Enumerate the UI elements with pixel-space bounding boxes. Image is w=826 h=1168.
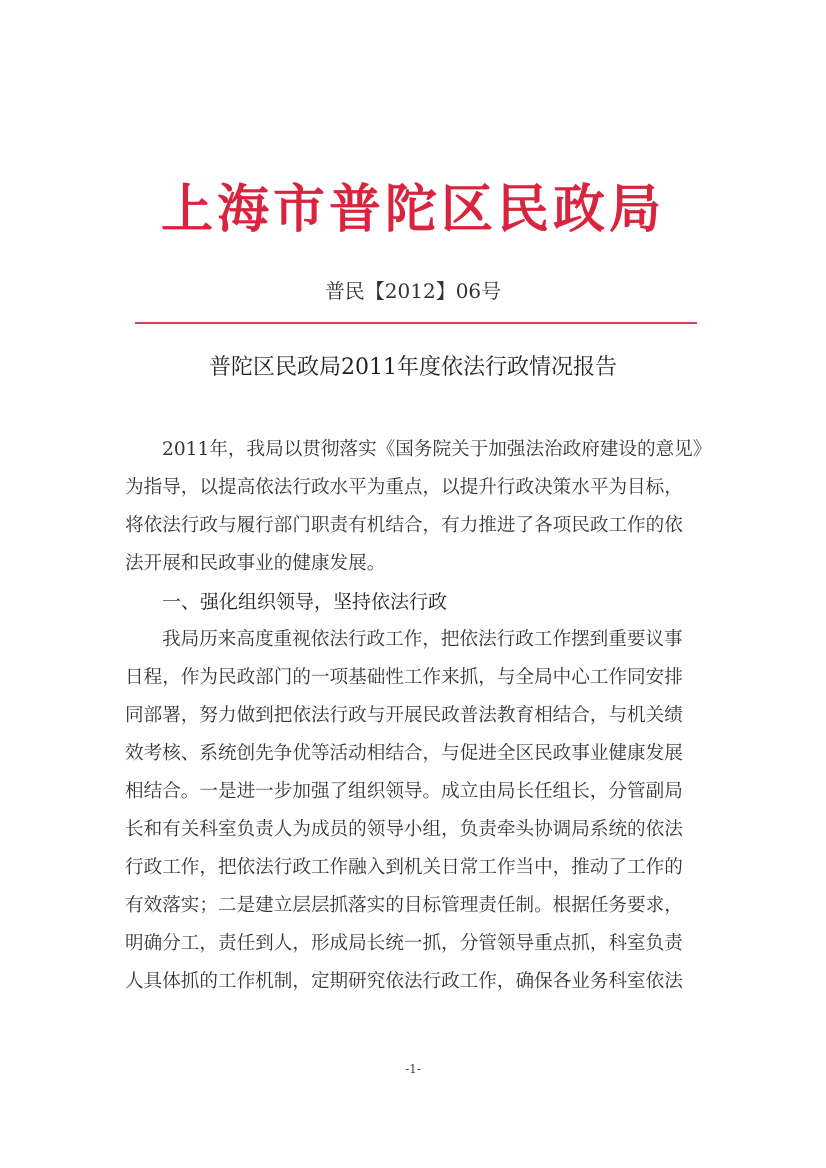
paragraph-line: 明确分工，责任到人，形成局长统一抓，分管领导重点抓，科室负责 — [125, 933, 683, 954]
paragraph-line: 同部署，努力做到把依法行政与开展民政普法教育相结合，与机关绩 — [125, 705, 683, 726]
paragraph-line: 为指导，以提高依法行政水平为重点，以提升行政决策水平为目标， — [125, 477, 683, 498]
paragraph-line: 长和有关科室负责人为成员的领导小组，负责牵头协调局系统的依法 — [125, 819, 683, 840]
intro-paragraph — [125, 431, 737, 1001]
paragraph-line: 人具体抓的工作机制，定期研究依法行政工作，确保各业务科室依法 — [125, 971, 683, 992]
page-number: -1- — [405, 1062, 421, 1076]
paragraph-line: 有效落实；二是建立层层抓落实的目标管理责任制。根据任务要求， — [125, 895, 683, 916]
organization-letterhead: 上海市普陀区民政局 — [160, 179, 665, 240]
letterhead-divider — [135, 322, 697, 324]
paragraph-line: 将依法行政与履行部门职责有机结合，有力推进了各项民政工作的依 — [125, 515, 683, 536]
paragraph-line: 我局历来高度重视依法行政工作，把依法行政工作摆到重要议事 — [162, 629, 683, 650]
section-heading: 一、强化组织领导，坚持依法行政 — [162, 591, 448, 613]
paragraph-line: 行政工作，把依法行政工作融入到机关日常工作当中，推动了工作的 — [125, 857, 683, 878]
paragraph-line: 效考核、系统创先争优等活动相结合，与促进全区民政事业健康发展 — [125, 743, 683, 764]
paragraph-line: 相结合。一是进一步加强了组织领导。成立由局长任组长，分管副局 — [125, 781, 683, 802]
document-number: 普民【2012】06号 — [324, 279, 502, 303]
paragraph-line: 法开展和民政事业的健康发展。 — [125, 553, 386, 574]
paragraph-line: 日程，作为民政部门的一项基础性工作来抓，与全局中心工作同安排 — [125, 667, 683, 688]
report-title: 普陀区民政局2011年度依法行政情况报告 — [209, 355, 617, 380]
paragraph-line: 2011年，我局以贯彻落实《国务院关于加强法治政府建设的意见》 — [162, 439, 712, 460]
